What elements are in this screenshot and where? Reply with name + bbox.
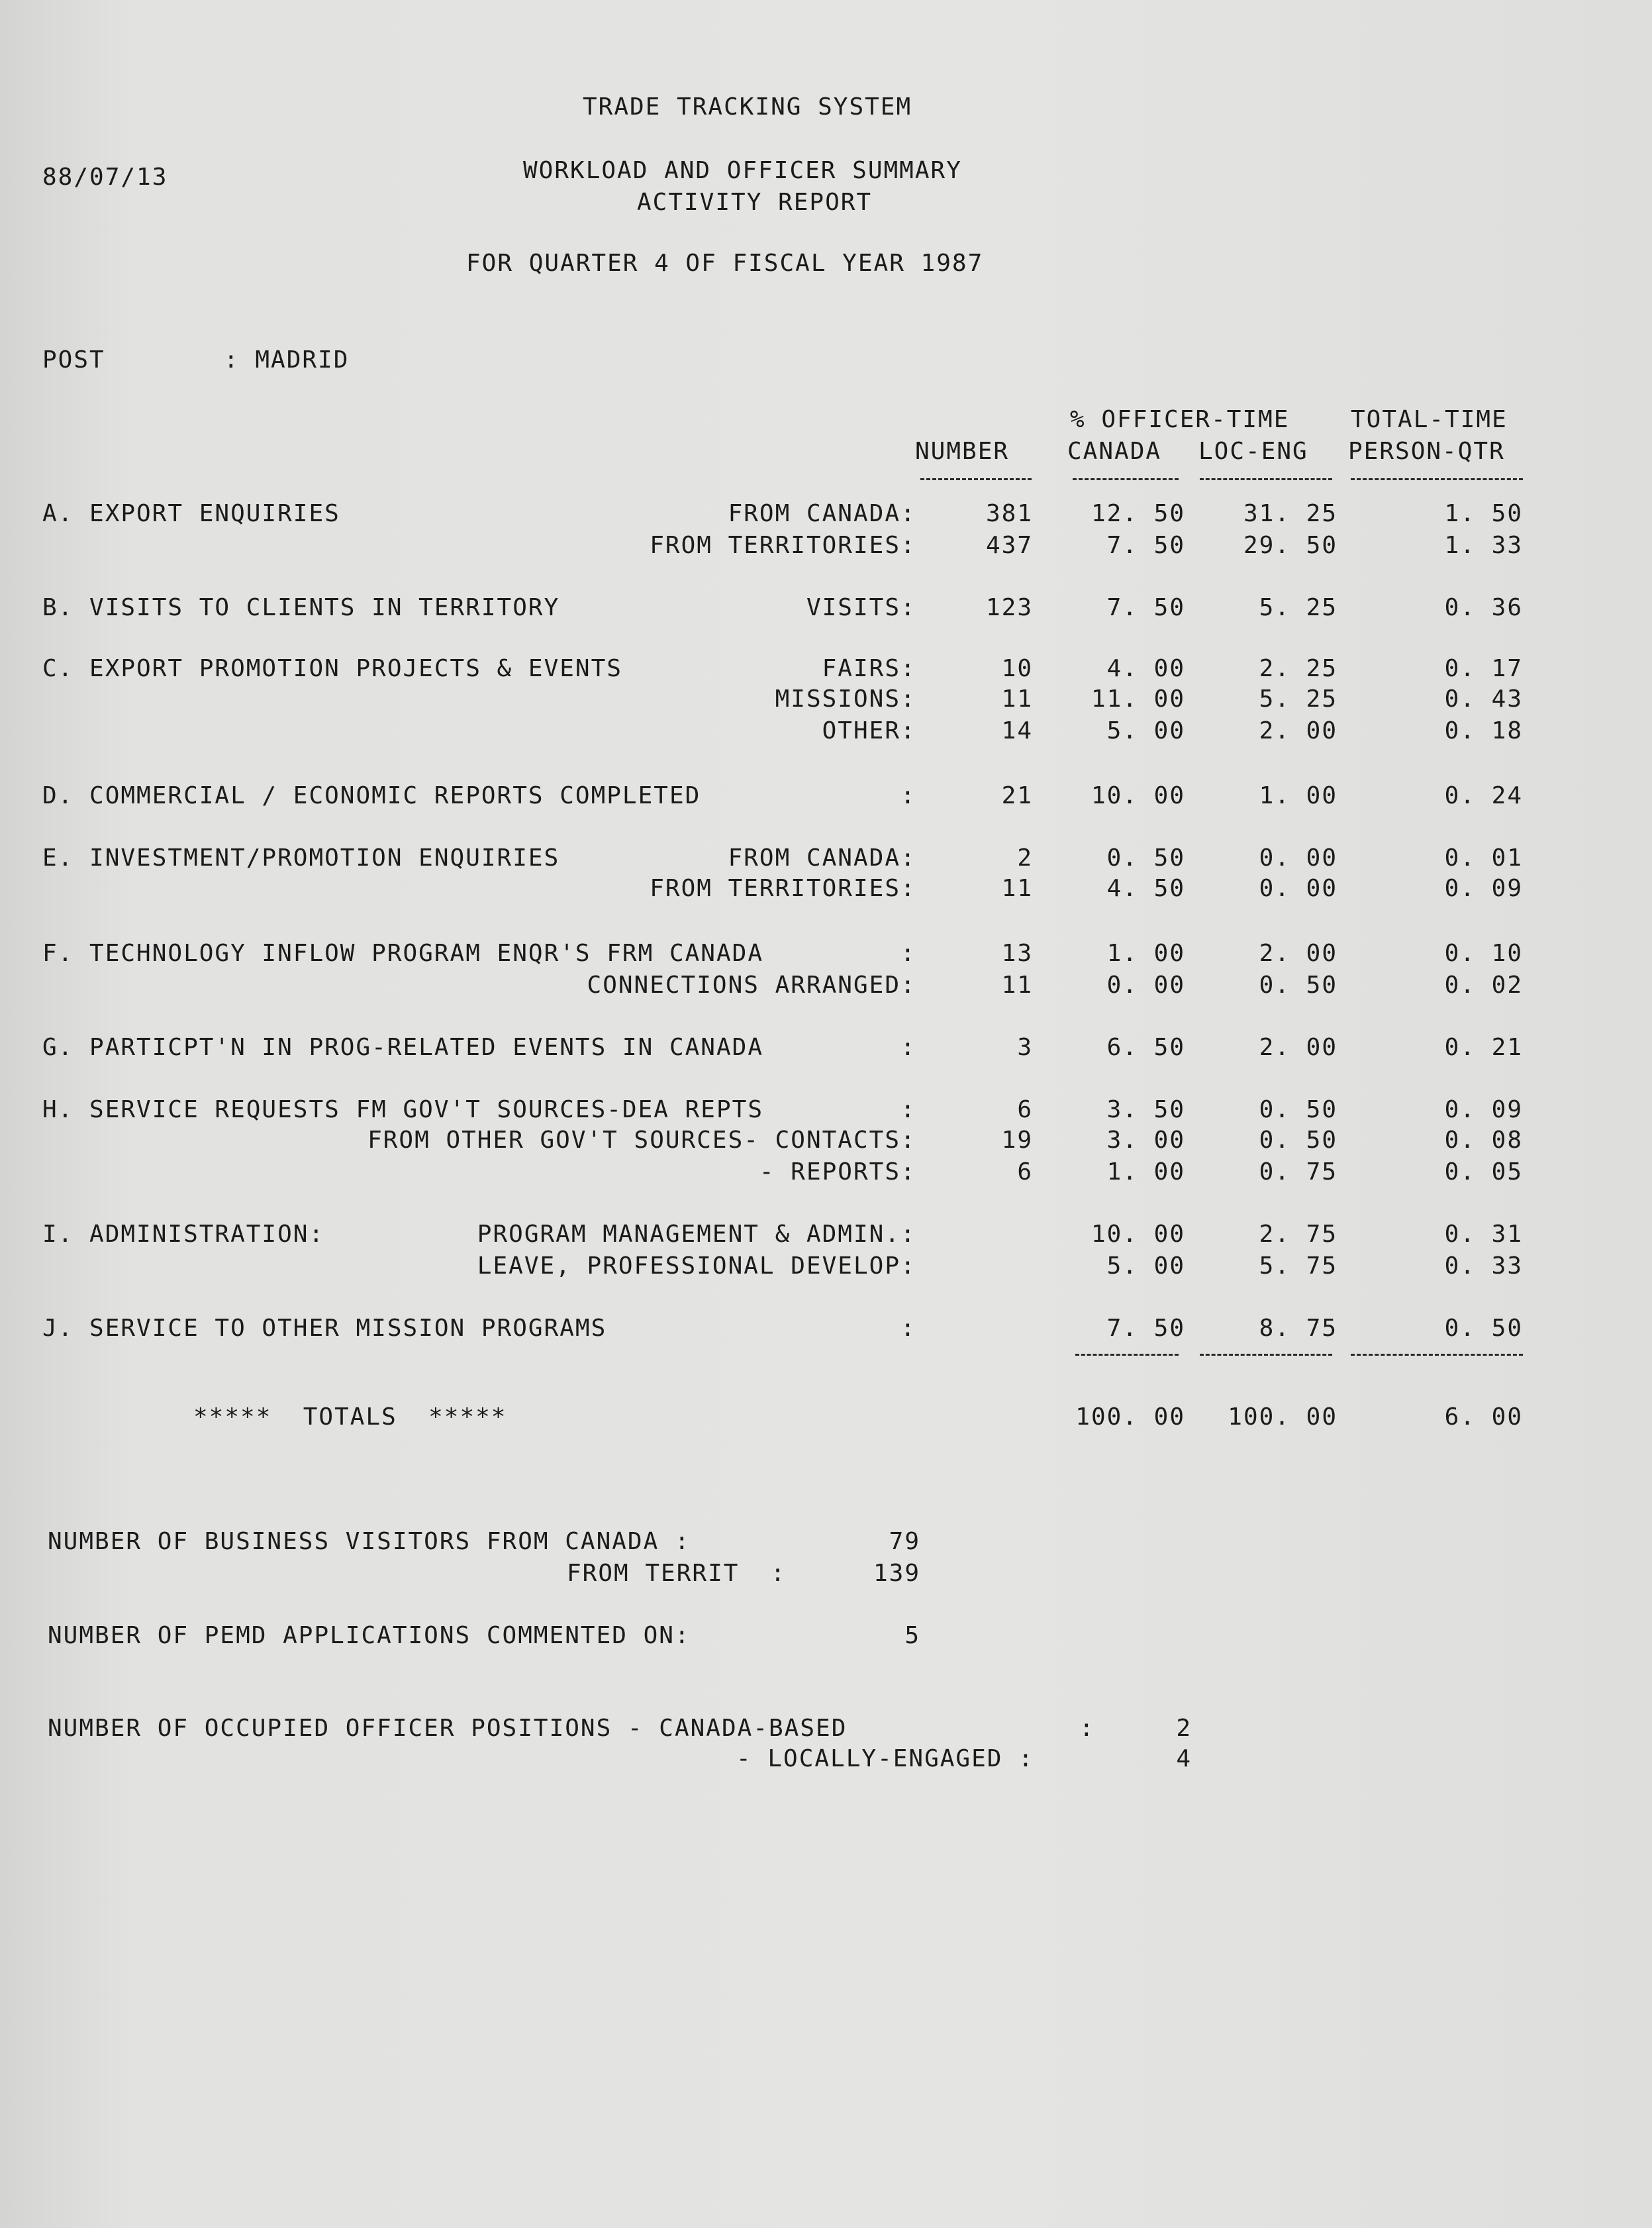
row-person-qtr: 0. 01	[1444, 844, 1523, 872]
row-number: 21	[1001, 782, 1033, 809]
report-subtitle: ACTIVITY REPORT	[637, 189, 873, 216]
row-colon: :	[900, 1034, 916, 1061]
row-colon: :	[900, 685, 916, 713]
totals-underline	[1075, 1354, 1179, 1356]
row-canada-pct: 0. 50	[1106, 844, 1185, 872]
row-label: H. SERVICE REQUESTS FM GOV'T SOURCES-DEA REPTS	[42, 1096, 763, 1123]
row-label: J. SERVICE TO OTHER MISSION PROGRAMS	[42, 1315, 607, 1342]
row-person-qtr: 0. 08	[1444, 1127, 1523, 1154]
row-loceng-pct: 29. 50	[1243, 532, 1337, 559]
canada-based-count: 2	[1176, 1715, 1192, 1742]
row-colon: :	[900, 532, 916, 559]
row-canada-pct: 1. 00	[1106, 1158, 1185, 1186]
row-canada-pct: 12. 50	[1091, 500, 1185, 527]
totals-canada: 100. 00	[1075, 1403, 1185, 1431]
row-label: B. VISITS TO CLIENTS IN TERRITORY	[42, 594, 560, 621]
row-label: E. INVESTMENT/PROMOTION ENQUIRIES	[42, 844, 560, 872]
row-loceng-pct: 5. 75	[1259, 1252, 1337, 1280]
row-colon: :	[900, 782, 916, 809]
header-underline	[1200, 478, 1332, 480]
row-sublabel: FAIRS	[822, 655, 900, 682]
row-colon: :	[900, 1127, 916, 1154]
row-number: 19	[1001, 1127, 1033, 1154]
system-title: TRADE TRACKING SYSTEM	[583, 93, 912, 121]
row-colon: :	[900, 844, 916, 872]
row-colon: :	[900, 655, 916, 682]
row-sublabel: MISSIONS	[775, 685, 900, 713]
row-canada-pct: 4. 00	[1106, 655, 1185, 682]
row-canada-pct: 11. 00	[1091, 685, 1185, 713]
report-date: 88/07/13	[42, 164, 168, 191]
row-person-qtr: 0. 50	[1444, 1315, 1523, 1342]
canada-header: CANADA	[1067, 438, 1162, 465]
row-number: 2	[1017, 844, 1033, 872]
row-canada-pct: 3. 00	[1106, 1127, 1185, 1154]
locally-engaged-count: 4	[1176, 1745, 1192, 1772]
row-number: 14	[1001, 717, 1033, 744]
visitors-territ: 139	[873, 1560, 920, 1587]
row-canada-pct: 5. 00	[1106, 717, 1185, 744]
row-sublabel: VISITS	[806, 594, 900, 621]
number-header: NUMBER	[915, 438, 1010, 465]
row-person-qtr: 0. 05	[1444, 1158, 1523, 1186]
row-label: C. EXPORT PROMOTION PROJECTS & EVENTS	[42, 655, 622, 682]
row-loceng-pct: 5. 25	[1259, 685, 1337, 713]
row-colon: :	[900, 972, 916, 999]
row-sublabel: FROM TERRITORIES	[650, 875, 900, 902]
row-loceng-pct: 2. 00	[1259, 940, 1337, 967]
row-sublabel: FROM TERRITORIES	[650, 532, 900, 559]
row-sublabel: LEAVE, PROFESSIONAL DEVELOP	[477, 1252, 900, 1280]
row-colon: :	[900, 940, 916, 967]
row-number: 10	[1001, 655, 1033, 682]
row-person-qtr: 0. 21	[1444, 1034, 1523, 1061]
visitors-territ-label: FROM TERRIT :	[567, 1560, 787, 1587]
row-sublabel: OTHER	[822, 717, 900, 744]
row-loceng-pct: 2. 00	[1259, 717, 1337, 744]
row-person-qtr: 0. 33	[1444, 1252, 1523, 1280]
row-canada-pct: 5. 00	[1106, 1252, 1185, 1280]
row-canada-pct: 7. 50	[1106, 532, 1185, 559]
row-canada-pct: 10. 00	[1091, 1221, 1185, 1248]
row-loceng-pct: 0. 00	[1259, 844, 1337, 872]
row-loceng-pct: 0. 50	[1259, 1127, 1337, 1154]
totals-label: ***** TOTALS *****	[193, 1403, 507, 1431]
person-qtr-header: PERSON-QTR	[1348, 438, 1505, 465]
header-underline	[1351, 478, 1523, 480]
row-number: 11	[1001, 685, 1033, 713]
row-person-qtr: 0. 02	[1444, 972, 1523, 999]
row-loceng-pct: 8. 75	[1259, 1315, 1337, 1342]
positions-colon: :	[1079, 1715, 1095, 1742]
loceng-header: LOC-ENG	[1198, 438, 1308, 465]
row-sublabel: FROM CANADA	[728, 500, 900, 527]
locally-engaged-label: - LOCALLY-ENGAGED :	[736, 1745, 1034, 1772]
row-person-qtr: 1. 50	[1444, 500, 1523, 527]
row-sublabel: FROM OTHER GOV'T SOURCES- CONTACTS	[367, 1127, 900, 1154]
post-label: POST	[42, 346, 105, 374]
row-canada-pct: 1. 00	[1106, 940, 1185, 967]
row-label: I. ADMINISTRATION:	[42, 1221, 325, 1248]
row-person-qtr: 0. 09	[1444, 1096, 1523, 1123]
row-loceng-pct: 2. 75	[1259, 1221, 1337, 1248]
row-number: 11	[1001, 972, 1033, 999]
row-number: 11	[1001, 875, 1033, 902]
row-person-qtr: 0. 18	[1444, 717, 1523, 744]
row-label: F. TECHNOLOGY INFLOW PROGRAM ENQR'S FRM CANADA	[42, 940, 763, 967]
row-canada-pct: 4. 50	[1106, 875, 1185, 902]
header-underline	[1073, 478, 1179, 480]
row-colon: :	[900, 1252, 916, 1280]
row-colon: :	[900, 717, 916, 744]
row-number: 6	[1017, 1158, 1033, 1186]
pemd-label: NUMBER OF PEMD APPLICATIONS COMMENTED ON:	[48, 1622, 691, 1649]
row-loceng-pct: 0. 75	[1259, 1158, 1337, 1186]
positions-label: NUMBER OF OCCUPIED OFFICER POSITIONS - CANADA-BASED	[48, 1715, 848, 1742]
row-label: G. PARTICPT'N IN PROG-RELATED EVENTS IN CANADA	[42, 1034, 763, 1061]
visitors-canada: 79	[889, 1528, 920, 1555]
report-title: WORKLOAD AND OFFICER SUMMARY	[523, 157, 962, 184]
row-colon: :	[900, 1315, 916, 1342]
pct-officer-time-header: % OFFICER-TIME	[1070, 406, 1290, 433]
row-person-qtr: 0. 43	[1444, 685, 1523, 713]
row-number: 6	[1017, 1096, 1033, 1123]
row-number: 437	[985, 532, 1033, 559]
row-sublabel: - REPORTS	[759, 1158, 900, 1186]
row-colon: :	[900, 1158, 916, 1186]
row-loceng-pct: 0. 50	[1259, 972, 1337, 999]
row-number: 123	[985, 594, 1033, 621]
row-loceng-pct: 2. 25	[1259, 655, 1337, 682]
totals-loceng: 100. 00	[1228, 1403, 1337, 1431]
row-person-qtr: 0. 09	[1444, 875, 1523, 902]
totals-person-qtr: 6. 00	[1444, 1403, 1523, 1431]
row-loceng-pct: 0. 50	[1259, 1096, 1337, 1123]
row-person-qtr: 0. 10	[1444, 940, 1523, 967]
row-canada-pct: 10. 00	[1091, 782, 1185, 809]
row-colon: :	[900, 1096, 916, 1123]
row-canada-pct: 6. 50	[1106, 1034, 1185, 1061]
row-colon: :	[900, 594, 916, 621]
row-colon: :	[900, 875, 916, 902]
row-canada-pct: 7. 50	[1106, 594, 1185, 621]
row-sublabel: PROGRAM MANAGEMENT & ADMIN.	[477, 1221, 900, 1248]
row-loceng-pct: 0. 00	[1259, 875, 1337, 902]
report-period: FOR QUARTER 4 OF FISCAL YEAR 1987	[466, 250, 984, 277]
row-loceng-pct: 1. 00	[1259, 782, 1337, 809]
row-person-qtr: 0. 36	[1444, 594, 1523, 621]
row-label: A. EXPORT ENQUIRIES	[42, 500, 340, 527]
row-colon: :	[900, 500, 916, 527]
row-canada-pct: 7. 50	[1106, 1315, 1185, 1342]
totals-underline	[1200, 1354, 1332, 1356]
row-number: 3	[1017, 1034, 1033, 1061]
visitors-label: NUMBER OF BUSINESS VISITORS FROM CANADA :	[48, 1528, 691, 1555]
row-canada-pct: 0. 00	[1106, 972, 1185, 999]
row-sublabel: CONNECTIONS ARRANGED	[587, 972, 900, 999]
post-value: : MADRID	[224, 346, 350, 374]
row-label: D. COMMERCIAL / ECONOMIC REPORTS COMPLETED	[42, 782, 701, 809]
row-person-qtr: 0. 24	[1444, 782, 1523, 809]
totals-underline	[1351, 1354, 1523, 1356]
row-person-qtr: 0. 17	[1444, 655, 1523, 682]
row-loceng-pct: 5. 25	[1259, 594, 1337, 621]
row-sublabel: FROM CANADA	[728, 844, 900, 872]
row-loceng-pct: 2. 00	[1259, 1034, 1337, 1061]
total-time-header: TOTAL-TIME	[1351, 406, 1508, 433]
row-person-qtr: 0. 31	[1444, 1221, 1523, 1248]
row-colon: :	[900, 1221, 916, 1248]
row-loceng-pct: 31. 25	[1243, 500, 1337, 527]
row-person-qtr: 1. 33	[1444, 532, 1523, 559]
row-number: 13	[1001, 940, 1033, 967]
header-underline	[920, 478, 1032, 480]
row-number: 381	[985, 500, 1033, 527]
pemd-count: 5	[904, 1622, 920, 1649]
row-canada-pct: 3. 50	[1106, 1096, 1185, 1123]
